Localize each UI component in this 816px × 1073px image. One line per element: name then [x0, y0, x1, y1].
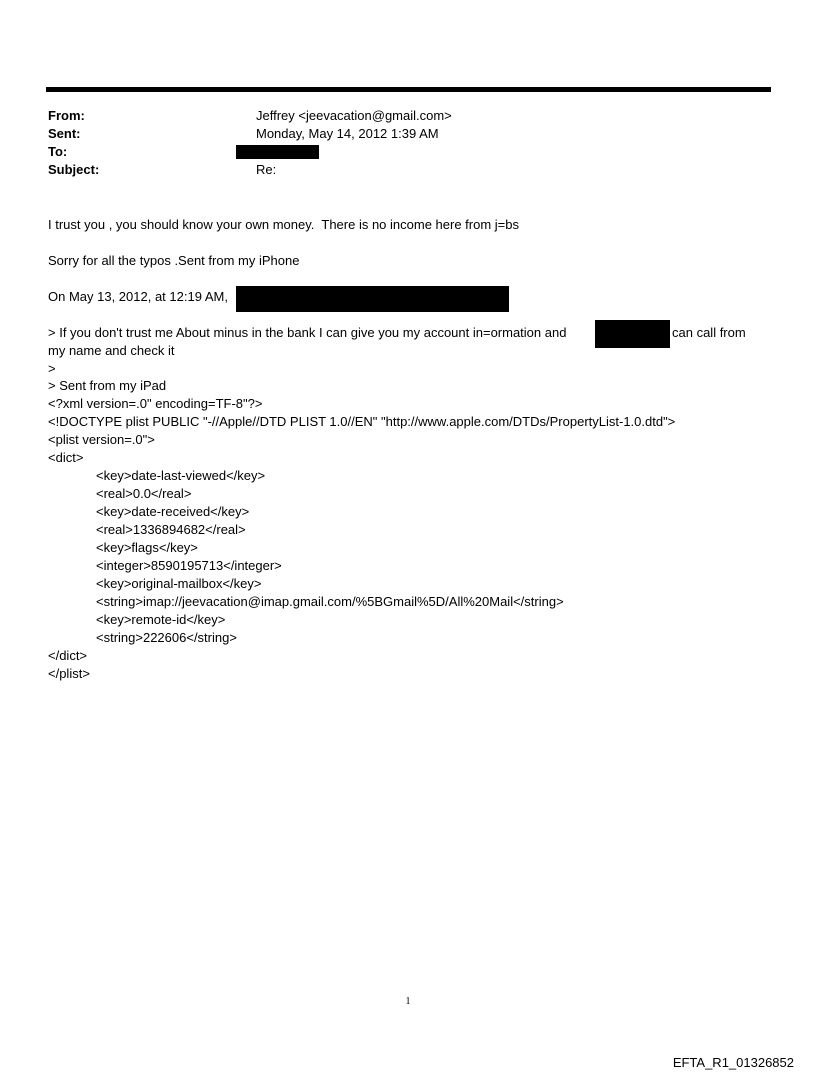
- xml-line: <key>date-last-viewed</key>: [96, 468, 266, 483]
- body-line: Sorry for all the typos .Sent from my iPhone: [48, 253, 300, 268]
- xml-line: <key>date-received</key>: [96, 504, 250, 519]
- xml-line: <key>original-mailbox</key>: [96, 576, 262, 591]
- body-line: I trust you , you should know your own money. There is no income here from j=bs: [48, 217, 519, 232]
- xml-line: <string>222606</string>: [96, 630, 237, 645]
- sent-label: Sent:: [48, 126, 81, 141]
- quote-line: > If you don't trust me About minus in the bank I can give you my account in=ormation and: [48, 325, 567, 340]
- subject-value: Re:: [256, 162, 277, 177]
- quote-line: >: [48, 361, 56, 376]
- header-rule: [46, 87, 771, 92]
- quote-line: my name and check it: [48, 343, 175, 358]
- xml-line: <key>remote-id</key>: [96, 612, 226, 627]
- xml-line: <real>1336894682</real>: [96, 522, 246, 537]
- to-redaction: [236, 145, 319, 159]
- xml-line: </dict>: [48, 648, 88, 663]
- quote-attribution: On May 13, 2012, at 12:19 AM,: [48, 289, 228, 304]
- sender-redaction: [236, 286, 509, 312]
- xml-line: </plist>: [48, 666, 90, 681]
- xml-line: <real>0.0</real>: [96, 486, 192, 501]
- quote-line-cont: can call from: [672, 325, 746, 340]
- to-label: To:: [48, 144, 68, 159]
- quote-line: > Sent from my iPad: [48, 378, 167, 393]
- sent-value: Monday, May 14, 2012 1:39 AM: [256, 126, 439, 141]
- subject-label: Subject:: [48, 162, 100, 177]
- document-id: EFTA_R1_01326852: [672, 1055, 794, 1070]
- xml-line: <key>flags</key>: [96, 540, 198, 555]
- name-redaction: [595, 320, 670, 348]
- xml-line: <string>imap://jeevacation@imap.gmail.com/%5BGmail%5D/All%20Mail</string>: [96, 594, 564, 609]
- from-label: From:: [48, 108, 85, 123]
- page-number: 1: [405, 996, 411, 1007]
- xml-line: <?xml version=.0" encoding=TF-8"?>: [48, 396, 263, 411]
- xml-line: <integer>8590195713</integer>: [96, 558, 282, 573]
- xml-line: <plist version=.0">: [48, 432, 155, 447]
- xml-line: <!DOCTYPE plist PUBLIC "-//Apple//DTD PLIST 1.0//EN" "http://www.apple.com/DTDs/PropertyList-1.0.dtd">: [48, 414, 676, 429]
- xml-line: <dict>: [48, 450, 84, 465]
- from-value: Jeffrey <jeevacation@gmail.com>: [256, 108, 452, 123]
